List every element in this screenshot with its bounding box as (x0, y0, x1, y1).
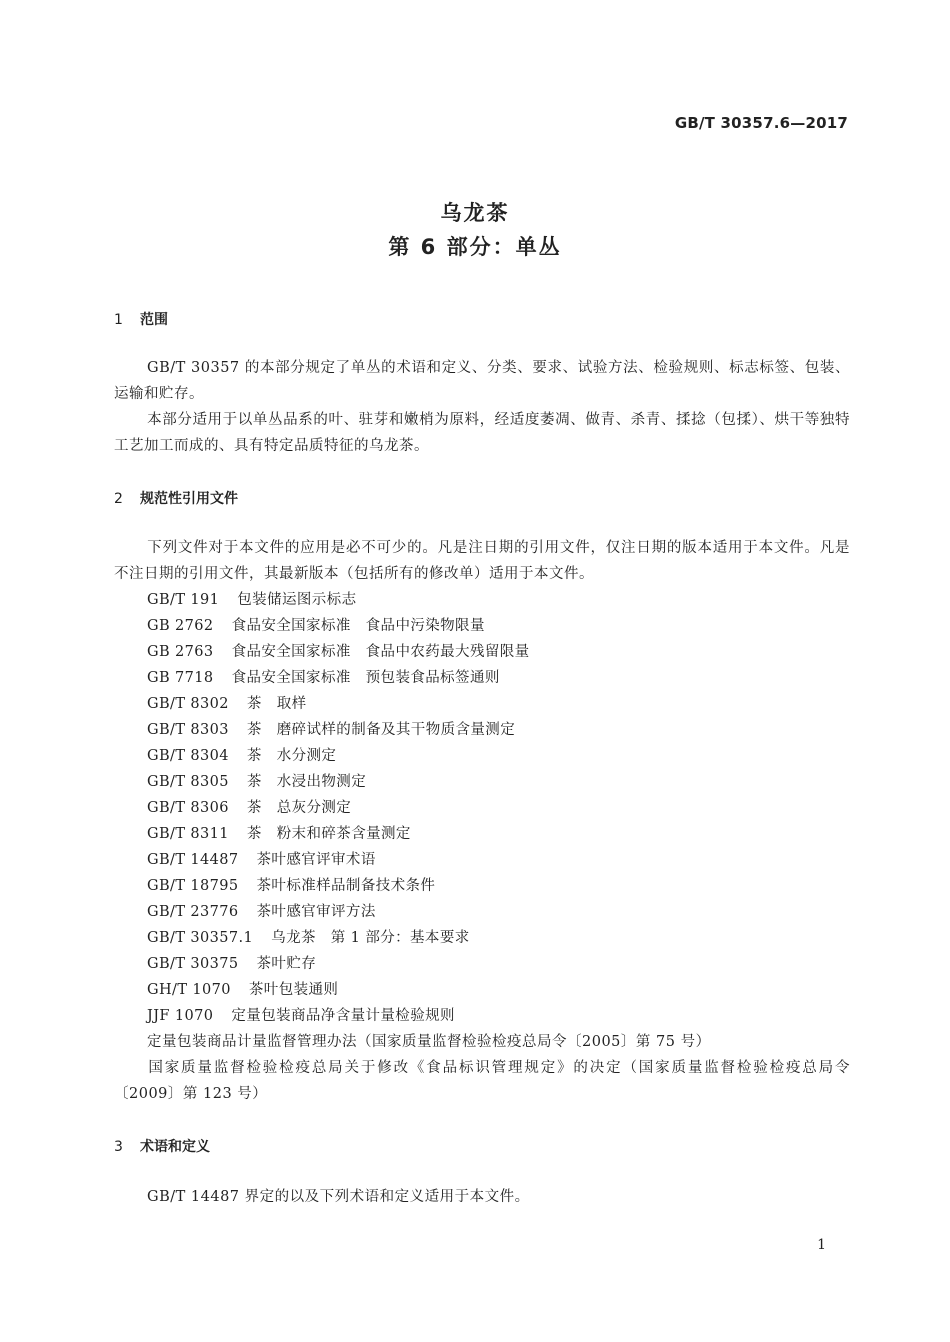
reference-title: 食品安全国家标准 预包装食品标签通则 (231, 670, 500, 686)
reference-code: GH/T 1070 (147, 982, 231, 998)
reference-code: GB/T 8303 (147, 722, 229, 738)
reference-item (147, 899, 530, 925)
reference-item (147, 821, 530, 847)
document-subtitle: 第 6 部分：单丛 (388, 235, 562, 259)
section-1-paragraph-2 (114, 407, 850, 459)
reference-item (147, 743, 530, 769)
reference-item (147, 665, 530, 691)
reference-title: 茶 水浸出物测定 (246, 774, 367, 790)
reference-item (147, 613, 530, 639)
reference-title: 乌龙茶 第 1 部分：基本要求 (271, 930, 470, 946)
reference-code: JJF 1070 (147, 1008, 214, 1024)
reference-title: 茶叶感官评审术语 (256, 852, 376, 868)
reference-item (147, 977, 530, 1003)
reference-title: 茶 水分测定 (246, 748, 337, 764)
reference-item (147, 925, 530, 951)
paragraph-text: 国家质量监督检验检疫总局关于修改《食品标识管理规定》的决定（国家质量监督检验检疫总局令〔2009〕第 123 号） (114, 1060, 850, 1102)
reference-title: 茶叶标准样品制备技术条件 (256, 878, 436, 894)
reference-title: 茶叶贮存 (256, 956, 317, 972)
normative-references-list (147, 587, 530, 1029)
reference-item (147, 847, 530, 873)
reference-extra-1 (114, 1029, 850, 1055)
document-title: 乌龙茶 (440, 201, 510, 225)
section-3-heading (114, 1136, 210, 1156)
reference-title: 茶 总灰分测定 (246, 800, 352, 816)
reference-code: GB/T 30375 (147, 956, 239, 972)
section-2-intro (114, 535, 850, 587)
reference-title: 茶 磨碎试样的制备及其干物质含量测定 (246, 722, 516, 738)
standard-code: GB/T 30357.6—2017 (674, 114, 848, 132)
reference-title: 茶 取样 (246, 696, 307, 712)
reference-title: 包装储运图示标志 (237, 592, 357, 608)
reference-item (147, 587, 530, 613)
reference-code: GB 2762 (147, 618, 214, 634)
section-3-paragraph-1 (114, 1184, 850, 1210)
reference-code: GB/T 23776 (147, 904, 239, 920)
paragraph-text: GB/T 30357 的本部分规定了单丛的术语和定义、分类、要求、试验方法、检验规则、标志标签、包装、运输和贮存。 (114, 360, 850, 402)
reference-item (147, 639, 530, 665)
reference-item (147, 717, 530, 743)
reference-code: GB/T 14487 (147, 852, 239, 868)
paragraph-text: 本部分适用于以单丛品系的叶、驻芽和嫩梢为原料，经适度萎凋、做青、杀青、揉捻（包揉）、烘干等独特工艺加工而成的、具有特定品质特征的乌龙茶。 (114, 412, 850, 454)
reference-item (147, 691, 530, 717)
reference-code: GB/T 8305 (147, 774, 229, 790)
reference-code: GB 7718 (147, 670, 214, 686)
section-1-heading (114, 309, 168, 329)
reference-item (147, 873, 530, 899)
paragraph-text: 定量包装商品计量监督管理办法（国家质量监督检验检疫总局令〔2005〕第 75 号） (147, 1034, 711, 1050)
reference-item (147, 1003, 530, 1029)
reference-item (147, 795, 530, 821)
reference-title: 食品安全国家标准 食品中污染物限量 (231, 618, 485, 634)
reference-code: GB 2763 (147, 644, 214, 660)
reference-code: GB/T 191 (147, 592, 220, 608)
section-title: 范围 (140, 312, 168, 328)
paragraph-text: GB/T 14487 界定的以及下列术语和定义适用于本文件。 (147, 1189, 530, 1205)
reference-code: GB/T 8306 (147, 800, 229, 816)
reference-title: 茶叶包装通则 (248, 982, 339, 998)
reference-item (147, 951, 530, 977)
page-number: 1 (817, 1237, 826, 1253)
reference-code: GB/T 8311 (147, 826, 229, 842)
section-2-heading (114, 488, 238, 508)
section-title: 术语和定义 (140, 1139, 210, 1155)
reference-code: GB/T 30357.1 (147, 930, 254, 946)
section-number: 1 (114, 312, 123, 328)
reference-extra-2 (114, 1055, 850, 1107)
section-number: 3 (114, 1139, 123, 1155)
paragraph-text: 下列文件对于本文件的应用是必不可少的。凡是注日期的引用文件，仅注日期的版本适用于本文件。凡是不注日期的引用文件，其最新版本（包括所有的修改单）适用于本文件。 (114, 540, 850, 582)
section-title: 规范性引用文件 (140, 491, 238, 507)
reference-title: 茶叶感官审评方法 (256, 904, 376, 920)
reference-title: 茶 粉末和碎茶含量测定 (246, 826, 411, 842)
reference-title: 食品安全国家标准 食品中农药最大残留限量 (231, 644, 530, 660)
reference-code: GB/T 18795 (147, 878, 239, 894)
reference-code: GB/T 8304 (147, 748, 229, 764)
reference-item (147, 769, 530, 795)
reference-code: GB/T 8302 (147, 696, 229, 712)
section-1-paragraph-1 (114, 355, 850, 407)
reference-title: 定量包装商品净含量计量检验规则 (231, 1008, 455, 1024)
section-number: 2 (114, 491, 123, 507)
